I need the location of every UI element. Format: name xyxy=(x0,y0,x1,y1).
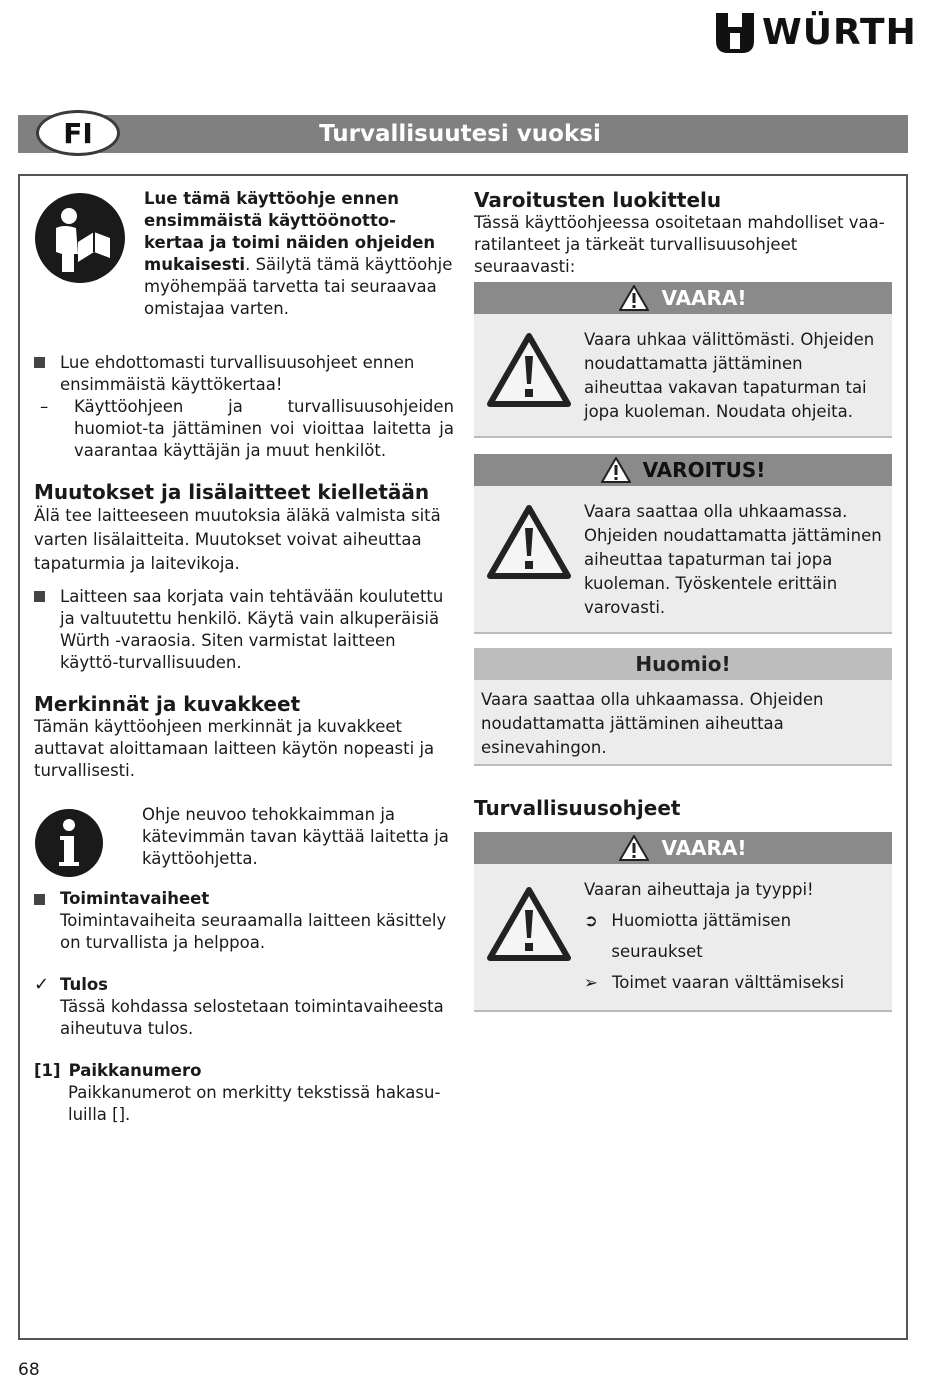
heading-safety-instructions: Turvallisuusohjeet xyxy=(474,796,681,820)
language-badge: FI xyxy=(36,110,120,156)
left-column xyxy=(34,188,454,1126)
arrow-icon: ➲ xyxy=(584,911,598,930)
page-title: Turvallisuutesi vuoksi xyxy=(319,121,601,147)
intro-bold-text: Lue tämä käyttöohje ennen ensimmäistä käyttöönotto-kertaa ja toimi näiden ohjeiden mukaisesti xyxy=(144,189,436,274)
heading-warning-classes: Varoitusten luokittelu xyxy=(474,188,722,212)
bullet-text: Laitteen saa korjata vain tehtävään koulutettu ja valtuutettu henkilö. Käytä vain alkuperäisiä Würth -varaosia. Siten varmistat laitteen käyttö-turvallisuuden. xyxy=(60,587,444,672)
chevron-right-icon: ➢ xyxy=(584,973,598,992)
result-title: Tulos xyxy=(60,975,109,994)
warning-box xyxy=(474,454,892,634)
safety-line-actions: Toimet vaaran välttämiseksi xyxy=(612,973,845,992)
safety-line-consequence: Huomiotta jättämisen seuraukset xyxy=(611,911,792,961)
right-column xyxy=(474,188,892,1012)
read-manual-icon xyxy=(34,192,126,284)
heading-modifications: Muutokset ja lisälaitteet kielletään xyxy=(34,480,430,504)
markings-text: Tämän käyttöohjeen merkinnät ja kuvakkeet auttavat aloittamaan laitteen käytön nopeasti ja turvallisesti. xyxy=(34,717,435,780)
classes-text: Tässä käyttöohjeessa osoitetaan mahdolliset vaa-ratilanteet ja tärkeät turvallisuusohjeet seuraavasti: xyxy=(474,213,885,276)
list-item xyxy=(34,396,454,462)
steps-title: Toimintavaiheet xyxy=(60,889,210,908)
bullet-text: Lue ehdottomasti turvallisuusohjeet ennen ensimmäistä käyttökertaa! xyxy=(60,353,415,394)
warning-header xyxy=(474,454,892,486)
result-block xyxy=(34,974,454,1040)
square-bullet-icon xyxy=(34,357,45,368)
info-icon xyxy=(34,808,104,878)
brand-name: WÜRTH xyxy=(762,12,917,53)
warning-triangle-icon xyxy=(486,504,572,580)
info-block xyxy=(34,804,454,878)
list-item xyxy=(34,352,454,396)
check-icon: ✓ xyxy=(34,974,50,995)
notice-text: Vaara saattaa olla uhkaamassa. Ohjeiden noudattamatta jättäminen aiheuttaa esinevahingon. xyxy=(474,680,892,766)
page-number: 68 xyxy=(18,1360,40,1380)
dash-text: Käyttöohjeen ja turvallisuusohjeiden huomiot-ta jättäminen voi vioittaa laitetta ja vaarantaa käyttäjän ja muut henkilöt. xyxy=(74,397,454,460)
position-text: Paikkanumerot on merkitty tekstissä hakasu-luilla []. xyxy=(68,1083,441,1124)
notice-box xyxy=(474,648,892,766)
wurth-logo xyxy=(716,12,917,53)
steps-block xyxy=(34,888,454,954)
info-text: Ohje neuvoo tehokkaimman ja kätevimmän tavan käyttää laitetta ja käyttöohjetta. xyxy=(142,805,449,868)
steps-text: Toimintavaiheita seuraamalla laitteen käsittely on turvallista ja helppoa. xyxy=(60,911,447,952)
dash-marker: – xyxy=(40,397,49,416)
result-text: Tässä kohdassa selostetaan toimintavaiheesta aiheutuva tulos. xyxy=(60,997,444,1038)
danger-text: Vaara uhkaa välittömästi. Ohjeiden noudattamatta jättäminen aiheuttaa vakavan tapaturman tai jopa kuoleman. Noudata ohjeita. xyxy=(584,330,875,421)
warning-triangle-icon xyxy=(601,457,631,483)
notice-label: Huomio! xyxy=(474,648,892,680)
position-bracket: [1] xyxy=(34,1061,61,1080)
safety-line-source: Vaaran aiheuttaja ja tyyppi! xyxy=(584,880,814,899)
warning-text: Vaara saattaa olla uhkaamassa. Ohjeiden noudattamatta jättäminen aiheuttaa tapaturman tai jopa kuoleman. Työskentele erittäin varovasti. xyxy=(584,502,882,617)
warning-triangle-icon xyxy=(619,835,649,861)
square-bullet-icon xyxy=(34,894,45,905)
warning-triangle-icon xyxy=(486,886,572,962)
wurth-emblem-icon xyxy=(716,13,754,53)
intro-text: . Säilytä tämä käyttöohje myöhempää tarvetta tai seuraavaa omistajaa varten. xyxy=(144,255,453,318)
safety-danger-header xyxy=(474,832,892,864)
warning-triangle-icon xyxy=(486,332,572,408)
intro-block xyxy=(34,188,454,320)
position-title: Paikkanumero xyxy=(68,1061,202,1080)
danger-box xyxy=(474,282,892,438)
position-block xyxy=(34,1060,454,1126)
warning-triangle-icon xyxy=(619,285,649,311)
warning-label: VAROITUS! xyxy=(642,458,766,482)
danger-header xyxy=(474,282,892,314)
list-item xyxy=(34,586,454,674)
safety-danger-box xyxy=(474,832,892,1012)
danger-label: VAARA! xyxy=(661,286,747,310)
square-bullet-icon xyxy=(34,591,45,602)
heading-markings: Merkinnät ja kuvakkeet xyxy=(34,692,301,716)
modifications-text: Älä tee laitteeseen muutoksia äläkä valmista sitä varten lisälaitteita. Muutokset voivat aiheuttaa tapaturmia ja laitevikoja. xyxy=(34,506,441,573)
safety-danger-label: VAARA! xyxy=(661,836,747,860)
